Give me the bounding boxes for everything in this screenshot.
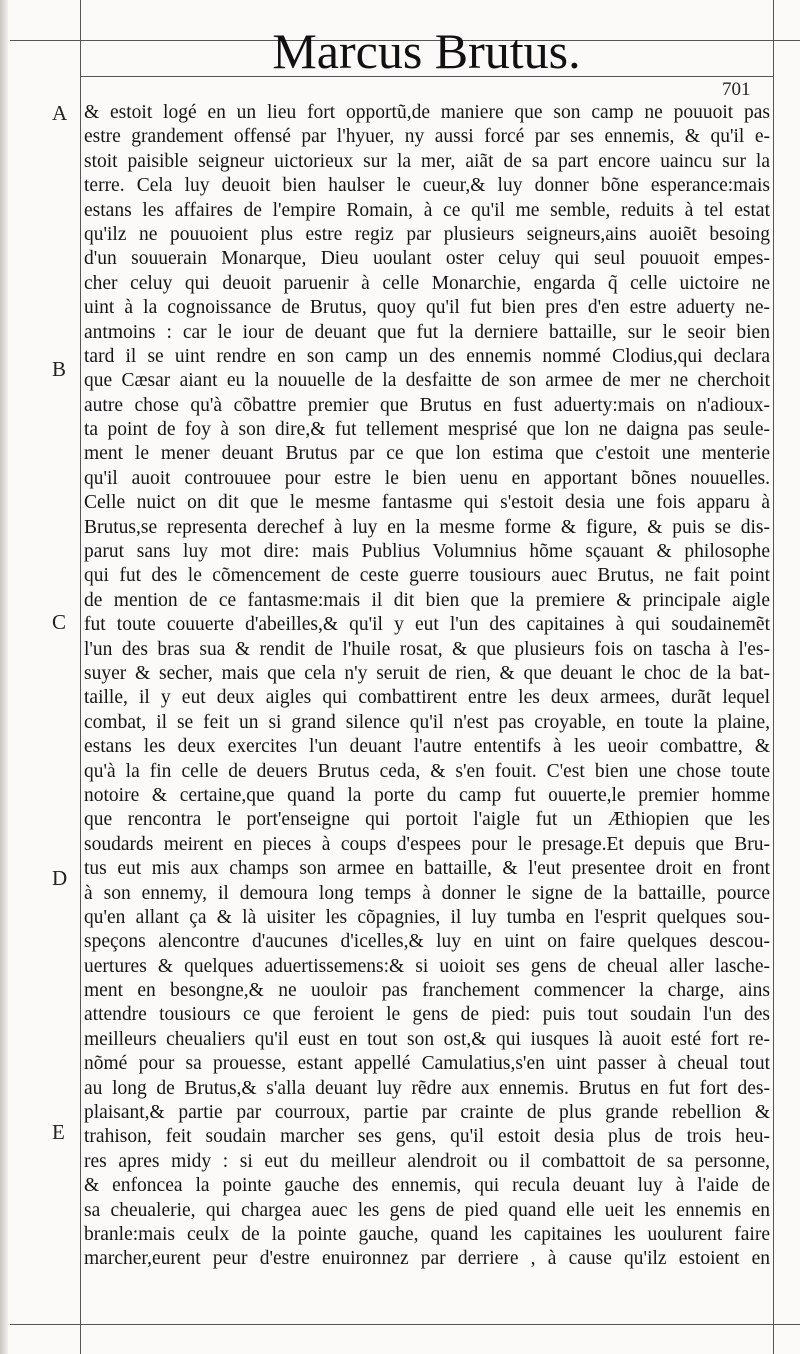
text-line: Celle nuict on dit que le mesme fantasme qui s'estoit desia une fois apparu à — [84, 492, 770, 514]
text-line: ta point de foy à son dire,& fut tellement mesprisé que lon ne daigna pas seule- — [84, 419, 770, 441]
text-line: fut toute couuerte d'abeilles,& qu'il y eut l'un des capitaines à qui soudainemẽt — [84, 614, 770, 636]
bottom-frame-rule — [10, 1324, 800, 1325]
text-line: qui fut des le cõmencement de ceste guerre tousiours auec Brutus, ne fait point — [84, 565, 770, 587]
text-line: attendre tousiours ce que feroient le gens de pied: puis tout soudain l'un des — [84, 1004, 770, 1026]
text-line: trahison, feit soudain marcher ses gens, qu'il estoit desia plus de trois heu- — [84, 1126, 770, 1148]
text-line: que Cæsar aiant eu la nouuelle de la desfaitte de son armee de mer ne cherchoit — [84, 370, 770, 392]
text-line: ment le mener deuant Brutus par ce que lon estima que c'estoit une menterie — [84, 443, 770, 465]
text-line: marcher,eurent peur d'estre enuironnez par derriere , à cause qu'ilz estoient en — [84, 1248, 770, 1270]
text-line: notoire & certaine,que quand la porte du camp fut ouuerte,le premier homme — [84, 784, 770, 806]
margin-marker-b: B — [52, 357, 67, 381]
margin-marker-e: E — [52, 1120, 65, 1144]
text-line: d'un souuerain Monarque, Dieu uoulant oster celuy qui seul pouuoit empes- — [84, 248, 770, 270]
text-line: terre. Cela luy deuoit bien haulser le cueur,& luy donner bõne esperance:mais — [84, 175, 770, 197]
running-title: Marcus Brutus. — [272, 23, 581, 79]
text-line: nõmé pour sa prouesse, estant appellé Camulatius,s'en uint passer à cheual tout — [84, 1053, 770, 1075]
text-line: que rencontra le port'enseigne qui portoit l'aigle fut un Æthiopien que les — [84, 809, 770, 831]
text-line: estans les deux exercites l'un deuant l'autre ententifs à les ueoir combattre, & — [84, 736, 770, 758]
text-line: ment en besongne,& ne uouloir pas franchement commencer la charge, ains — [84, 980, 770, 1002]
text-line: qu'il auoit controuuee pour estre le bien uenu en apportant bõnes nouuelles. — [84, 467, 770, 489]
text-line: estre grandement offensé par l'hyuer, ny aussi forcé par ses ennemis, & qu'il e- — [84, 126, 770, 148]
text-line: res apres midy : si eut du meilleur alendroit ou il combattoit de sa personne, — [84, 1150, 770, 1172]
text-line: à son ennemy, il demoura long temps à donner le signe de la battaille, pource — [84, 882, 770, 904]
text-line: stoit paisible seigneur uictorieux sur la mer, aiãt de sa part encore uaincu sur la — [84, 150, 770, 172]
text-line: Brutus,se representa derechef à luy en la mesme forme & figure, & puis se dis- — [84, 516, 770, 538]
page-number: 701 — [722, 79, 751, 100]
text-line: qu'à la fin celle de deuers Brutus ceda, & s'en fouit. C'est bien une chose toute — [84, 760, 770, 782]
text-line: speçons alencontre d'aucunes d'icelles,& luy en uint on faire quelques descou- — [84, 931, 770, 953]
text-line: suyer & secher, mais que cela n'y seruit de rien, & que deuant le choc de la bat- — [84, 662, 770, 684]
text-line: meilleurs cheualiers qu'il eust en tout son ost,& qui iusques là auoit esté fort re- — [84, 1028, 770, 1050]
text-line: antmoins : car le iour de deuant que fut la derniere battaille, sur le seoir bien — [84, 321, 770, 343]
margin-marker-d: D — [52, 866, 68, 890]
text-line: autre chose qu'à cõbattre premier que Brutus en fust aduerty:mais on n'adioux- — [84, 394, 770, 416]
text-line: tard il se uint rendre en son camp un des ennemis nommé Clodius,qui declara — [84, 345, 770, 367]
margin-marker-a: A — [52, 101, 68, 125]
right-margin-rule — [773, 0, 774, 1354]
margin-marker-c: C — [52, 610, 67, 634]
text-line: sa cheualerie, qui chargea auec les gens de pied quand elle ueit les ennemis en — [84, 1199, 770, 1221]
text-line: plaisant,& partie par courroux, partie par crainte de plus grande rebellion & — [84, 1102, 770, 1124]
text-line: combat, il se feit un si grand silence qu'il n'est pas croyable, en toute la plaine, — [84, 711, 770, 733]
text-line: uint à la cognoissance de Brutus, quoy qu'il fut bien pres d'en estre aduerty ne- — [84, 297, 770, 319]
left-margin-rule — [80, 0, 81, 1354]
text-line: parut sans luy mot dire: mais Publius Volumnius hõme sçauant & philosophe — [84, 541, 770, 563]
text-line: taille, il y eut deux aigles qui combattirent entre les deux armees, durãt lequel — [84, 687, 770, 709]
text-line: branle:mais ceulx de la pointe gauche, quand les capitaines les uoulurent faire — [84, 1223, 770, 1245]
text-line: uertures & quelques aduertissemens:& si uoioit ses gens de cheual aller lasche- — [84, 955, 770, 977]
text-line: tus eut mis aux champs son armee en battaille, & l'eut presentee droit en front — [84, 858, 770, 880]
text-line: au long de Brutus,& s'alla deuant luy rẽdre aux ennemis. Brutus en fut fort des- — [84, 1077, 770, 1099]
text-line: soudards meirent en pieces à coups d'espees pour le presage.Et depuis que Bru- — [84, 833, 770, 855]
text-column — [84, 101, 770, 1272]
text-line: qu'en allant ça & là uisiter les cõpagnies, il luy tumba en l'esprit quelques sou- — [84, 906, 770, 928]
text-line: de mention de ce fantasme:mais il dit bien que la premiere & principale aigle — [84, 589, 770, 611]
text-line: l'un des bras sua & rendit de l'huile rosat, & que plusieurs fois on tascha à l'es- — [84, 638, 770, 660]
page-edge — [0, 0, 8, 1354]
text-line: cher celuy qui deuoit paruenir à celle Monarchie, engarda q̃ celle uictoire ne — [84, 272, 770, 294]
text-line: estans les affaires de l'empire Romain, à ce qu'il me semble, reduits à tel estat — [84, 199, 770, 221]
text-line: qu'ilz ne pouuoient plus estre regiz par plusieurs seigneurs,ains auoiẽt besoing — [84, 223, 770, 245]
text-line: & estoit logé en un lieu fort opportũ,de maniere que son camp ne pouuoit pas — [84, 102, 770, 123]
text-line: & enfoncea la pointe gauche des ennemis, qui recula deuant luy à l'aide de — [84, 1175, 770, 1197]
